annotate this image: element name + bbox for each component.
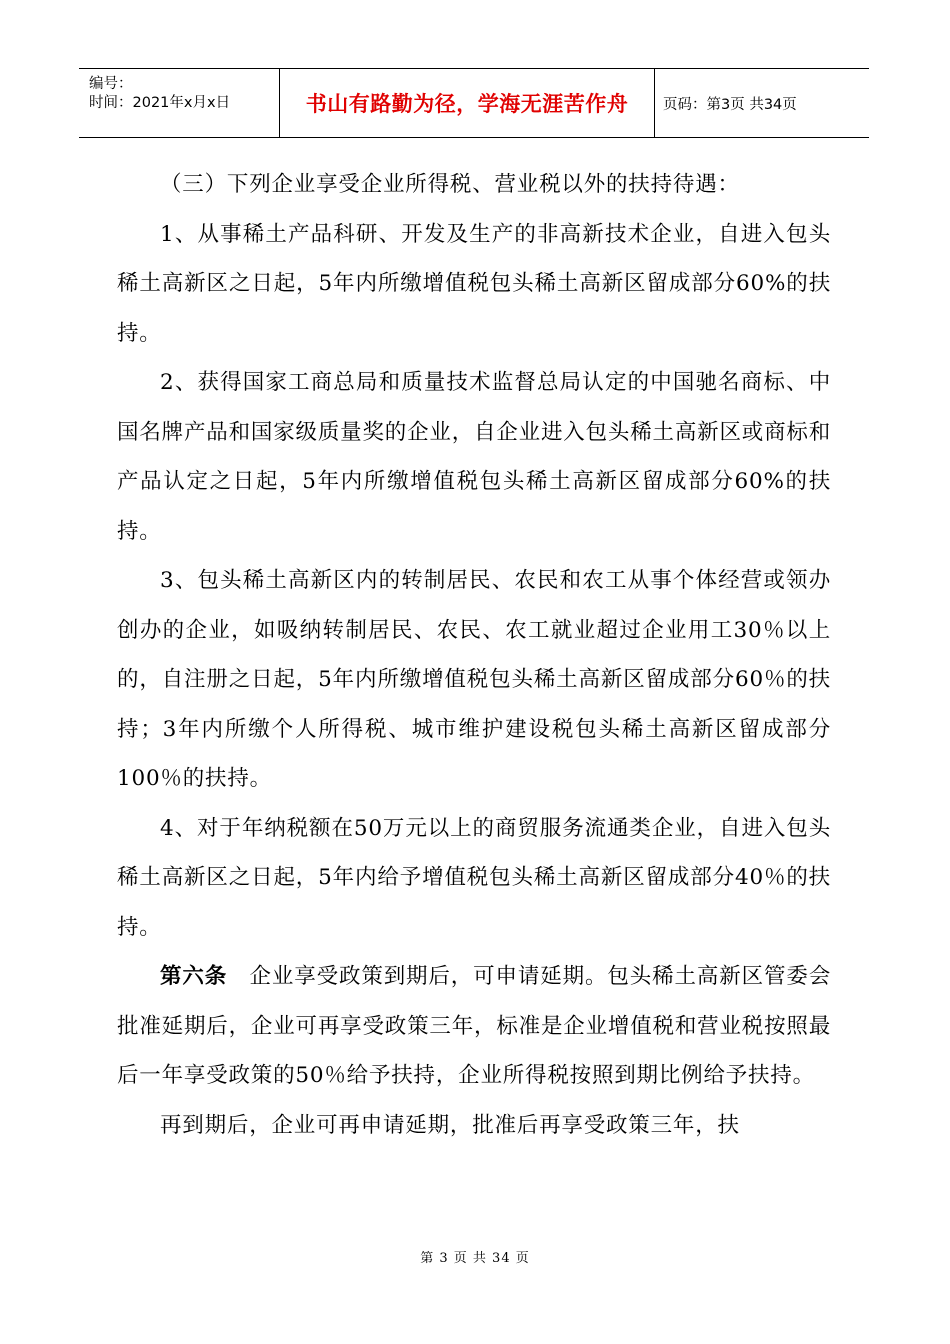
paragraph-extension: 再到期后，企业可再申请延期，批准后再享受政策三年，扶 <box>160 1112 740 1138</box>
date-label: 时间：2021年x月x日 <box>89 95 231 111</box>
paragraph-item-4: 4、对于年纳税额在50万元以上的商贸服务流通类企业，自进入包头稀土高新区之日起，5年内给予增值税包头稀土高新区留成部分40％的扶持。 <box>117 815 831 940</box>
header-meta-cell <box>79 69 280 137</box>
document-body <box>117 160 831 1150</box>
paragraph-item-2: 2、获得国家工商总局和质量技术监督总局认定的中国驰名商标、中国名牌产品和国家级质量奖的企业，自企业进入包头稀土高新区或商标和产品认定之日起，5年内所缴增值税包头稀土高新区留成部分60%的扶持。 <box>117 370 831 544</box>
header-page-number: 页码：第3页 共34页 <box>663 96 797 113</box>
footer-page-number: 第 3 页 共 34 页 <box>420 1251 530 1266</box>
header-motto-cell <box>280 69 655 137</box>
paragraph-article-6 <box>117 952 831 1101</box>
page-footer <box>0 1247 950 1266</box>
motto-text: 书山有路勤为径，学海无涯苦作舟 <box>305 92 629 116</box>
header-page-cell <box>655 69 869 137</box>
paragraph-item-1: 1、从事稀土产品科研、开发及生产的非高新技术企业，自进入包头稀土高新区之日起，5年内所缴增值税包头稀土高新区留成部分60%的扶持。 <box>117 221 831 346</box>
article-6-text: 企业享受政策到期后，可申请延期。包头稀土高新区管委会批准延期后，企业可再享受政策三年，标准是企业增值税和营业税按照最后一年享受政策的50％给予扶持，企业所得税按照到期比例给予扶持。 <box>117 964 831 1088</box>
paragraph-item-3: 3、包头稀土高新区内的转制居民、农民和农工从事个体经营或领办创办的企业，如吸纳转制居民、农民、农工就业超过企业用工30％以上的，自注册之日起，5年内所缴增值税包头稀土高新区留成部分60％的扶持；3年内所缴个人所得税、城市维护建设税包头稀土高新区留成部分100％的扶持。 <box>117 568 831 791</box>
page-header <box>79 68 869 138</box>
article-6-title: 第六条 <box>160 964 228 989</box>
serial-number-label: 编号： <box>89 76 133 92</box>
paragraph-section-3-intro: （三）下列企业享受企业所得税、营业税以外的扶持待遇： <box>160 172 740 197</box>
